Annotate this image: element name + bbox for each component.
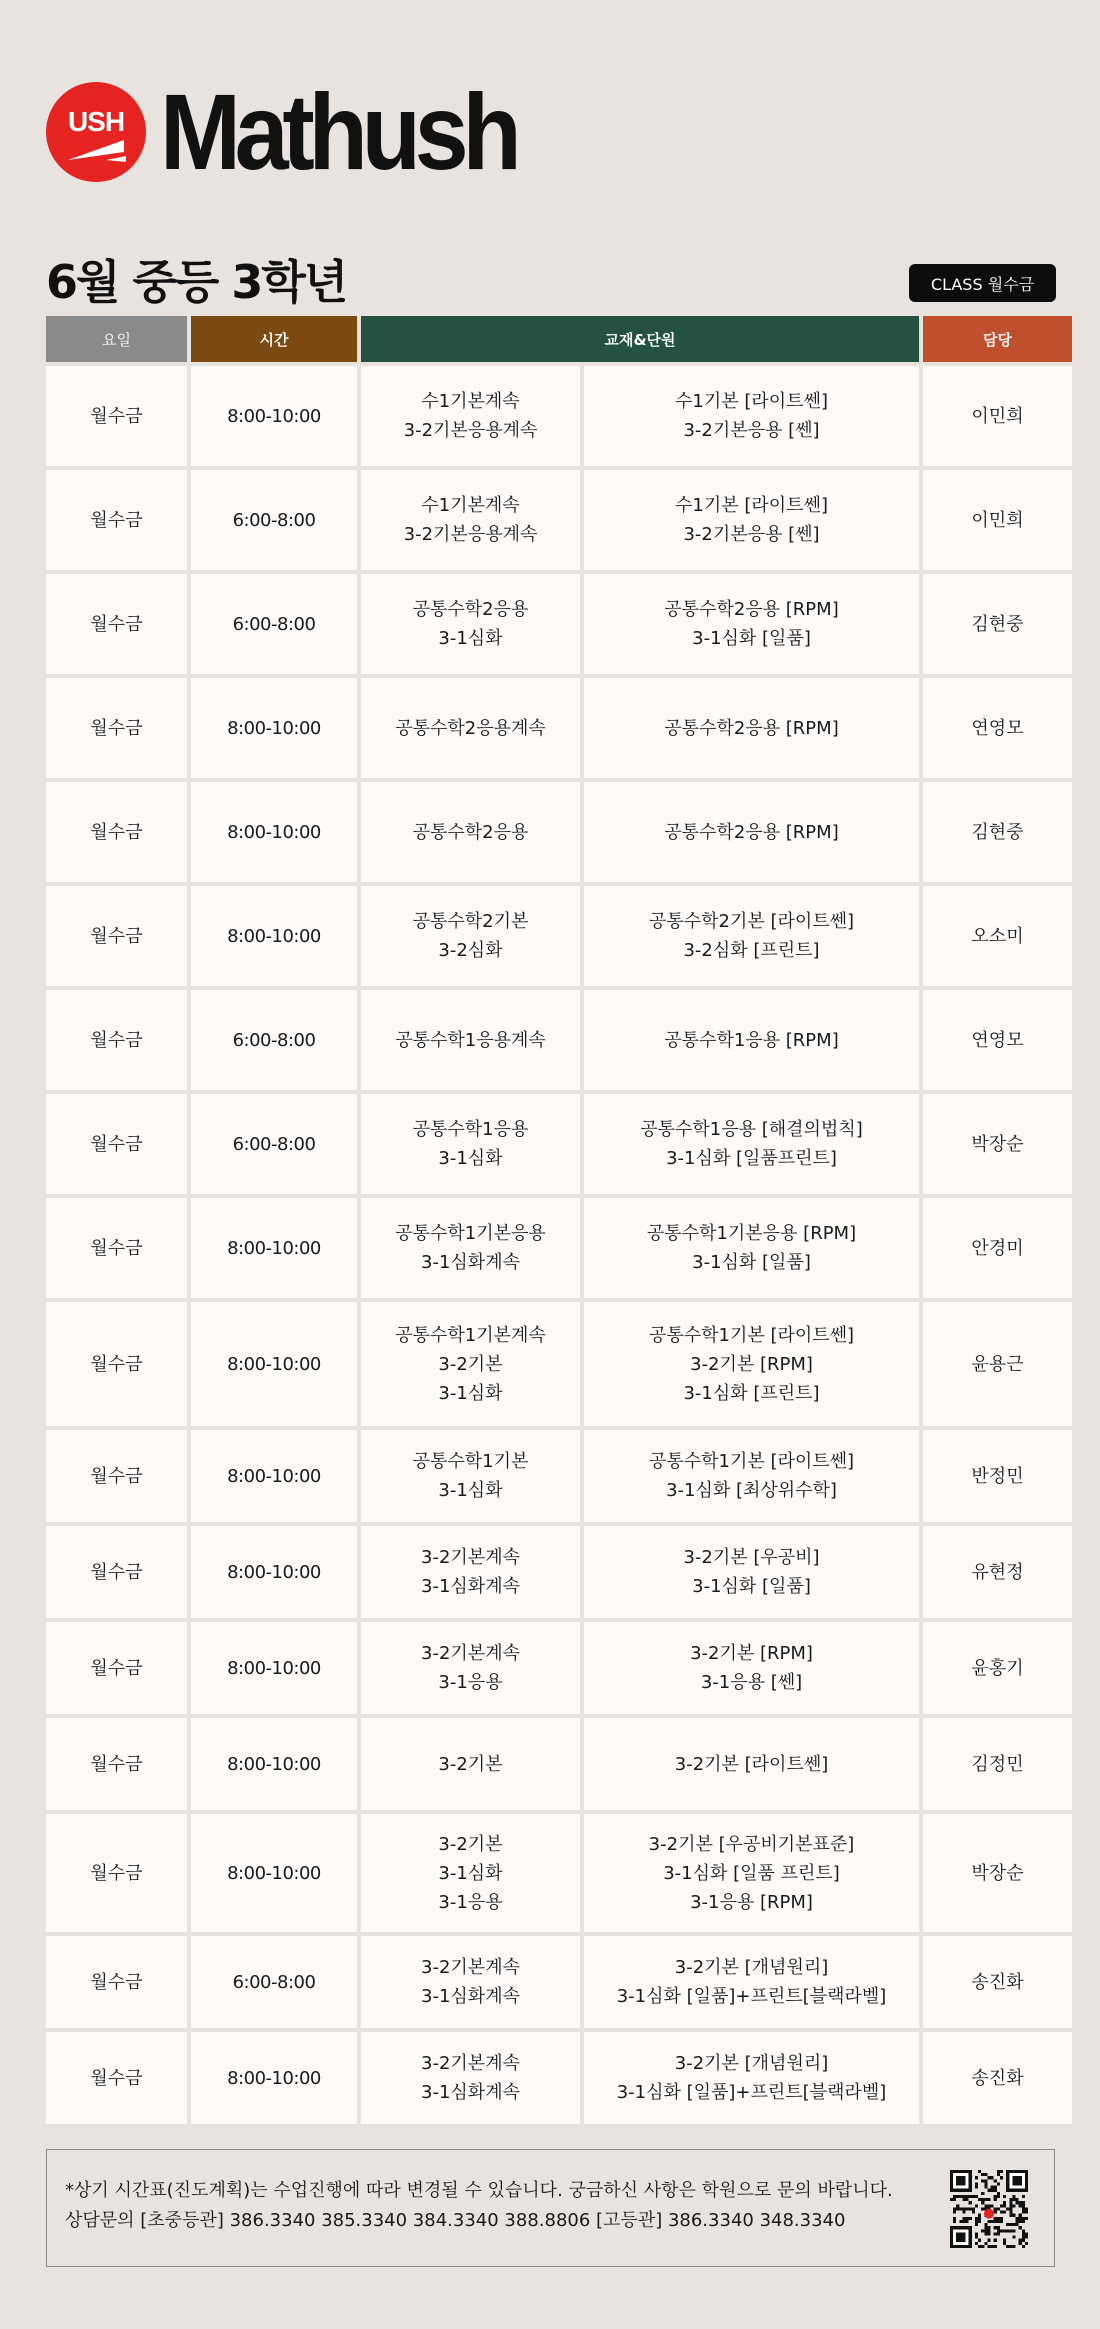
unit-cell bbox=[361, 1718, 580, 1810]
unit-cell-line: 공통수학2응용 bbox=[412, 821, 529, 843]
brand-logo bbox=[46, 71, 555, 192]
teacher-cell: 유현정 bbox=[923, 1526, 1072, 1618]
day-cell: 월수금 bbox=[46, 886, 187, 986]
book-cell bbox=[584, 1094, 919, 1194]
table-row bbox=[46, 1198, 1072, 1298]
teacher-cell: 김현중 bbox=[923, 574, 1072, 674]
unit-cell-line: 3-1심화계속 bbox=[421, 1986, 520, 2007]
unit-cell bbox=[361, 1094, 580, 1194]
qr-code-icon bbox=[950, 2170, 1028, 2248]
class-badge: CLASS 월수금 bbox=[909, 264, 1056, 302]
book-cell bbox=[584, 2032, 919, 2124]
book-cell-line: 3-2기본응용 [쎈] bbox=[683, 524, 820, 545]
unit-cell bbox=[361, 782, 580, 882]
day-cell: 월수금 bbox=[46, 1814, 187, 1932]
unit-cell bbox=[361, 990, 580, 1090]
unit-cell-line: 3-2기본계속 bbox=[421, 2053, 520, 2074]
table-row bbox=[46, 2032, 1072, 2124]
teacher-cell: 박장순 bbox=[923, 1814, 1072, 1932]
book-cell bbox=[584, 1526, 919, 1618]
time-cell: 8:00-10:00 bbox=[191, 2032, 357, 2124]
unit-cell-line: 3-2기본계속 bbox=[421, 1547, 520, 1568]
unit-cell bbox=[361, 1814, 580, 1932]
time-cell: 6:00-8:00 bbox=[191, 1094, 357, 1194]
header-book: 교재&단원 bbox=[361, 316, 919, 362]
book-cell bbox=[584, 1622, 919, 1714]
book-cell-line: 3-2기본 [RPM] bbox=[690, 1353, 813, 1375]
unit-cell-line: 공통수학2기본 bbox=[412, 911, 529, 932]
book-cell-line: 공통수학1기본응용 [RPM] bbox=[646, 1223, 857, 1244]
unit-cell-line: 3-1심화계속 bbox=[421, 1576, 520, 1597]
table-row bbox=[46, 366, 1072, 466]
notice-line-2: 상담문의 [초중등관] 386.3340 385.3340 384.3340 388.8806 [고등관] 386.3340 348.3340 bbox=[65, 2210, 846, 2231]
day-cell: 월수금 bbox=[46, 574, 187, 674]
book-cell-line: 3-2기본 [개념원리] bbox=[674, 2053, 829, 2074]
book-cell-line: 공통수학2응용 [RPM] bbox=[664, 717, 839, 739]
time-cell: 8:00-10:00 bbox=[191, 1526, 357, 1618]
book-cell-line: 공통수학2응용 [RPM] bbox=[664, 599, 839, 620]
time-cell: 8:00-10:00 bbox=[191, 1302, 357, 1426]
teacher-cell: 연영모 bbox=[923, 678, 1072, 778]
unit-cell-line: 3-1응용 bbox=[438, 1891, 503, 1913]
unit-cell-line: 3-2기본계속 bbox=[421, 1957, 520, 1978]
day-cell: 월수금 bbox=[46, 1622, 187, 1714]
table-row bbox=[46, 1526, 1072, 1618]
day-cell: 월수금 bbox=[46, 1430, 187, 1522]
day-cell: 월수금 bbox=[46, 1094, 187, 1194]
unit-cell-line: 3-2기본 bbox=[438, 1833, 503, 1855]
book-cell-line: 3-1심화 [최상위수학] bbox=[666, 1480, 837, 1501]
time-cell: 8:00-10:00 bbox=[191, 1814, 357, 1932]
book-cell-line: 3-1심화 [일품] bbox=[692, 1576, 811, 1597]
table-row bbox=[46, 1622, 1072, 1714]
table-header-row bbox=[46, 316, 1072, 362]
day-cell: 월수금 bbox=[46, 470, 187, 570]
time-cell: 6:00-8:00 bbox=[191, 990, 357, 1090]
day-cell: 월수금 bbox=[46, 1718, 187, 1810]
notice-text bbox=[65, 2176, 893, 2236]
table-row bbox=[46, 886, 1072, 986]
notice-line-1: *상기 시간표(진도계획)는 수업진행에 따라 변경될 수 있습니다. 궁금하신 사항은 학원으로 문의 바랍니다. bbox=[65, 2180, 893, 2201]
unit-cell-line: 3-1심화 bbox=[438, 1862, 503, 1884]
book-cell-line: 공통수학1기본 [라이트쎈] bbox=[648, 1451, 855, 1472]
book-cell-line: 3-1심화 [일품] bbox=[692, 1252, 811, 1273]
unit-cell-line: 3-2심화 bbox=[438, 940, 503, 961]
day-cell: 월수금 bbox=[46, 1526, 187, 1618]
day-cell: 월수금 bbox=[46, 1302, 187, 1426]
book-cell bbox=[584, 470, 919, 570]
teacher-cell: 안경미 bbox=[923, 1198, 1072, 1298]
unit-cell-line: 수1기본계속 bbox=[421, 391, 520, 412]
table-row bbox=[46, 1718, 1072, 1810]
book-cell bbox=[584, 1814, 919, 1932]
day-cell: 월수금 bbox=[46, 2032, 187, 2124]
book-cell-line: 공통수학2기본 [라이트쎈] bbox=[648, 911, 855, 932]
book-cell-line: 공통수학2응용 [RPM] bbox=[664, 821, 839, 843]
book-cell-line: 3-2기본응용 [쎈] bbox=[683, 420, 820, 441]
book-cell bbox=[584, 1936, 919, 2028]
unit-cell bbox=[361, 1936, 580, 2028]
unit-cell-line: 3-2기본응용계속 bbox=[403, 524, 538, 545]
brand-wordmark: Mathush bbox=[160, 71, 516, 192]
teacher-cell: 김현중 bbox=[923, 782, 1072, 882]
day-cell: 월수금 bbox=[46, 678, 187, 778]
book-cell bbox=[584, 678, 919, 778]
unit-cell-line: 3-2기본계속 bbox=[421, 1643, 520, 1664]
timetable-body bbox=[46, 366, 1072, 2124]
teacher-cell: 이민희 bbox=[923, 470, 1072, 570]
table-row bbox=[46, 990, 1072, 1090]
unit-cell-line: 3-2기본 bbox=[438, 1753, 503, 1775]
unit-cell-line: 공통수학1응용계속 bbox=[395, 1029, 546, 1051]
notice-box bbox=[46, 2149, 1055, 2267]
teacher-cell: 윤용근 bbox=[923, 1302, 1072, 1426]
time-cell: 6:00-8:00 bbox=[191, 1936, 357, 2028]
unit-cell bbox=[361, 2032, 580, 2124]
book-cell-line: 3-2기본 [우공비기본표준] bbox=[648, 1833, 855, 1855]
time-cell: 8:00-10:00 bbox=[191, 782, 357, 882]
book-cell bbox=[584, 366, 919, 466]
table-row bbox=[46, 1814, 1072, 1932]
logo-mark bbox=[46, 82, 146, 182]
book-cell-line: 공통수학1응용 [RPM] bbox=[664, 1029, 839, 1051]
unit-cell bbox=[361, 886, 580, 986]
unit-cell-line: 3-1심화 bbox=[438, 628, 503, 649]
unit-cell-line: 3-1심화계속 bbox=[421, 1252, 520, 1273]
book-cell bbox=[584, 574, 919, 674]
unit-cell-line: 공통수학1기본응용 bbox=[395, 1223, 546, 1244]
unit-cell-line: 3-1심화 bbox=[438, 1382, 503, 1404]
book-cell-line: 수1기본 [라이트쎈] bbox=[675, 391, 828, 412]
book-cell bbox=[584, 1718, 919, 1810]
logo-mark-text: USH bbox=[67, 106, 125, 137]
book-cell bbox=[584, 782, 919, 882]
unit-cell bbox=[361, 1526, 580, 1618]
table-row bbox=[46, 1430, 1072, 1522]
book-cell-line: 수1기본 [라이트쎈] bbox=[675, 495, 828, 516]
book-cell-line: 3-1심화 [일품프린트] bbox=[666, 1148, 837, 1169]
day-cell: 월수금 bbox=[46, 782, 187, 882]
book-cell-line: 3-2기본 [라이트쎈] bbox=[674, 1753, 829, 1775]
teacher-cell: 오소미 bbox=[923, 886, 1072, 986]
unit-cell-line: 공통수학2응용 bbox=[412, 599, 529, 620]
unit-cell bbox=[361, 574, 580, 674]
book-cell-line: 3-1심화 [일품 프린트] bbox=[663, 1862, 840, 1884]
page-title: 6월 중등 3학년 bbox=[46, 255, 347, 309]
unit-cell-line: 3-1심화 bbox=[438, 1480, 503, 1501]
unit-cell-line: 공통수학1기본 bbox=[412, 1451, 529, 1472]
book-cell-line: 3-1응용 [쎈] bbox=[700, 1672, 803, 1693]
unit-cell-line: 3-1심화계속 bbox=[421, 2082, 520, 2103]
unit-cell bbox=[361, 1430, 580, 1522]
time-cell: 8:00-10:00 bbox=[191, 1430, 357, 1522]
unit-cell-line: 3-2기본 bbox=[438, 1353, 503, 1375]
book-cell bbox=[584, 990, 919, 1090]
time-cell: 8:00-10:00 bbox=[191, 1198, 357, 1298]
table-row bbox=[46, 574, 1072, 674]
unit-cell-line: 공통수학1응용 bbox=[412, 1119, 529, 1140]
logo-swoosh-icon bbox=[46, 82, 146, 182]
book-cell-line: 공통수학1응용 [해결의법칙] bbox=[640, 1119, 863, 1140]
unit-cell bbox=[361, 366, 580, 466]
book-cell-line: 공통수학1기본 [라이트쎈] bbox=[648, 1324, 855, 1346]
time-cell: 6:00-8:00 bbox=[191, 470, 357, 570]
teacher-cell: 송진화 bbox=[923, 2032, 1072, 2124]
teacher-cell: 김정민 bbox=[923, 1718, 1072, 1810]
teacher-cell: 윤홍기 bbox=[923, 1622, 1072, 1714]
table-row bbox=[46, 1936, 1072, 2028]
book-cell-line: 3-1심화 [프린트] bbox=[683, 1382, 820, 1404]
book-cell-line: 3-1심화 [일품]+프린트[블랙라벨] bbox=[616, 1986, 887, 2007]
table-row bbox=[46, 470, 1072, 570]
header-teacher: 담당 bbox=[923, 316, 1072, 362]
book-cell-line: 3-2심화 [프린트] bbox=[683, 940, 820, 961]
unit-cell bbox=[361, 470, 580, 570]
time-cell: 8:00-10:00 bbox=[191, 1718, 357, 1810]
table-row bbox=[46, 782, 1072, 882]
book-cell-line: 3-1심화 [일품]+프린트[블랙라벨] bbox=[616, 2082, 887, 2103]
book-cell-line: 3-2기본 [개념원리] bbox=[674, 1957, 829, 1978]
unit-cell bbox=[361, 1198, 580, 1298]
unit-cell-line: 공통수학1기본계속 bbox=[395, 1324, 546, 1346]
teacher-cell: 이민희 bbox=[923, 366, 1072, 466]
teacher-cell: 송진화 bbox=[923, 1936, 1072, 2028]
unit-cell-line: 3-1심화 bbox=[438, 1148, 503, 1169]
book-cell bbox=[584, 1302, 919, 1426]
timetable bbox=[42, 312, 1076, 2128]
book-cell bbox=[584, 1430, 919, 1522]
book-cell-line: 3-2기본 [RPM] bbox=[690, 1643, 813, 1664]
table-row bbox=[46, 678, 1072, 778]
book-cell-line: 3-1응용 [RPM] bbox=[690, 1891, 813, 1913]
table-row bbox=[46, 1094, 1072, 1194]
header-time: 시간 bbox=[191, 316, 357, 362]
time-cell: 8:00-10:00 bbox=[191, 1622, 357, 1714]
day-cell: 월수금 bbox=[46, 1198, 187, 1298]
unit-cell bbox=[361, 1622, 580, 1714]
book-cell bbox=[584, 1198, 919, 1298]
time-cell: 8:00-10:00 bbox=[191, 366, 357, 466]
day-cell: 월수금 bbox=[46, 366, 187, 466]
time-cell: 6:00-8:00 bbox=[191, 574, 357, 674]
unit-cell-line: 공통수학2응용계속 bbox=[395, 717, 546, 739]
time-cell: 8:00-10:00 bbox=[191, 678, 357, 778]
unit-cell bbox=[361, 678, 580, 778]
unit-cell bbox=[361, 1302, 580, 1426]
unit-cell-line: 3-2기본응용계속 bbox=[403, 420, 538, 441]
time-cell: 8:00-10:00 bbox=[191, 886, 357, 986]
day-cell: 월수금 bbox=[46, 1936, 187, 2028]
teacher-cell: 박장순 bbox=[923, 1094, 1072, 1194]
header-day: 요일 bbox=[46, 316, 187, 362]
unit-cell-line: 수1기본계속 bbox=[421, 495, 520, 516]
teacher-cell: 연영모 bbox=[923, 990, 1072, 1090]
book-cell bbox=[584, 886, 919, 986]
day-cell: 월수금 bbox=[46, 990, 187, 1090]
unit-cell-line: 3-1응용 bbox=[438, 1672, 503, 1693]
table-row bbox=[46, 1302, 1072, 1426]
teacher-cell: 반정민 bbox=[923, 1430, 1072, 1522]
book-cell-line: 3-2기본 [우공비] bbox=[683, 1547, 820, 1568]
book-cell-line: 3-1심화 [일품] bbox=[692, 628, 811, 649]
